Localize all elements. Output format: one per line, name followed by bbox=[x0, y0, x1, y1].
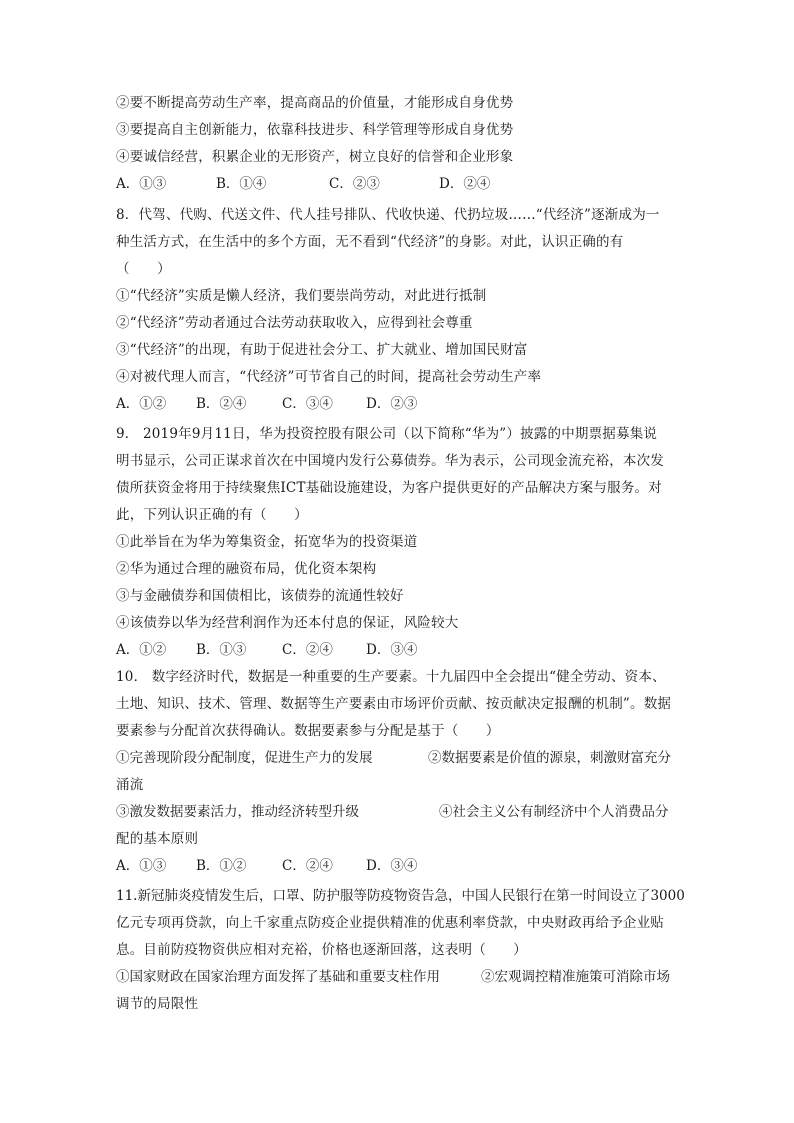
q9-stem-line-4: 此，下列认识正确的有（ ） bbox=[116, 507, 308, 523]
q8-statement-4: ④对被代理人而言，“代经济”可节省自己的时间，提高社会劳动生产率 bbox=[116, 369, 542, 385]
q9-options bbox=[116, 641, 686, 659]
q10-statements-row-2 bbox=[116, 803, 686, 821]
q8-statement-2: ②“代经济”劳动者通过合法劳动获取收入，应得到社会尊重 bbox=[116, 315, 473, 331]
q8-stem-line-2: 种生活方式，在生活中的多个方面，无不看到“代经济”的身影。对此，认识正确的有 bbox=[116, 234, 624, 250]
q8-option-c: C．③④ bbox=[282, 396, 333, 412]
q9-statement-2: ②华为通过合理的融资布局，优化资本架构 bbox=[116, 561, 377, 577]
q11-stem-line-2: 亿元专项再贷款，向上千家重点防疫企业提供精准的优惠利率贷款，中央财政再给予企业贴 bbox=[116, 915, 664, 931]
q9-statement-3: ③与金融债券和国债相比，该债券的流通性较好 bbox=[116, 588, 404, 604]
q11-statement-1: ①国家财政在国家治理方面发挥了基础和重要支柱作用 bbox=[116, 969, 440, 985]
q9-option-d: D．③④ bbox=[366, 642, 418, 658]
q7-option-b: B．①④ bbox=[216, 176, 267, 192]
q9-statement-4: ④该债券以华为经营利润作为还本付息的保证，风险较大 bbox=[116, 615, 459, 631]
q8-stem-line-1: 8．代驾、代购、代送文件、代人挂号排队、代收快递、代扔垃圾……“代经济”逐渐成为一 bbox=[116, 207, 660, 223]
q8-options bbox=[116, 395, 686, 413]
q11-statement-2: ②宏观调控精准施策可消除市场 bbox=[481, 969, 670, 985]
q9-statement-1: ①此举旨在为华为筹集资金，拓宽华为的投资渠道 bbox=[116, 534, 418, 550]
q10-stem-line-1: 10． 数字经济时代，数据是一种重要的生产要素。十九届四中全会提出“健全劳动、资本、 bbox=[116, 669, 666, 685]
q8-stem-line-3: （ ） bbox=[116, 261, 171, 277]
q7-option-c: C．②③ bbox=[329, 176, 380, 192]
q10-statement-3: ③激发数据要素活力，推动经济转型升级 bbox=[116, 804, 359, 820]
q10-stem-line-3: 要素参与分配首次获得确认。数据要素参与分配是基于（ ） bbox=[116, 723, 500, 739]
q9-option-b: B．①③ bbox=[196, 642, 247, 658]
q11-statement-2-cont: 调节的局限性 bbox=[116, 996, 199, 1012]
q9-stem-line-3: 债所获资金将用于持续聚焦ICT基础设施建设，为客户提供更好的产品解决方案与服务。对 bbox=[116, 480, 662, 496]
q9-option-a: A．①② bbox=[116, 642, 167, 658]
q10-stem-line-2: 土地、知识、技术、管理、数据等生产要素由市场评价贡献、按贡献决定报酬的机制”。数据 bbox=[116, 696, 672, 712]
q10-statement-4: ④社会主义公有制经济中个人消费品分 bbox=[439, 804, 669, 820]
q8-statement-3: ③“代经济”的出现，有助于促进社会分工、扩大就业、增加国民财富 bbox=[116, 342, 528, 358]
q10-options bbox=[116, 857, 686, 875]
q8-option-b: B．②④ bbox=[196, 396, 247, 412]
q9-stem-line-1: 9． 2019年9月11日，华为投资控股有限公司（以下简称“华为”）披露的中期票据募集说 bbox=[116, 426, 658, 442]
q11-statements-row-1 bbox=[116, 968, 686, 986]
q10-option-c: C．②④ bbox=[282, 858, 333, 874]
q8-statement-1: ①“代经济”实质是懒人经济，我们要崇尚劳动，对此进行抵制 bbox=[116, 288, 487, 304]
q10-statement-2-cont: 涌流 bbox=[116, 777, 144, 793]
q7-statement-3: ③要提高自主创新能力，依靠科技进步、科学管理等形成自身优势 bbox=[116, 122, 514, 138]
q9-option-c: C．②④ bbox=[282, 642, 333, 658]
q10-statement-4-cont: 配的基本原则 bbox=[116, 831, 199, 847]
q8-option-d: D．②③ bbox=[366, 396, 418, 412]
q11-stem-line-3: 息。目前防疫物资供应相对充裕，价格也逐渐回落，这表明（ ） bbox=[116, 942, 527, 958]
q7-option-a: A．①③ bbox=[116, 176, 167, 192]
q10-option-b: B．①② bbox=[196, 858, 247, 874]
q7-statement-2: ②要不断提高劳动生产率，提高商品的价值量，才能形成自身优势 bbox=[116, 95, 514, 111]
q7-options bbox=[116, 175, 686, 193]
q9-stem-line-2: 明书显示，公司正谋求首次在中国境内发行公募债券。华为表示，公司现金流充裕，本次发 bbox=[116, 453, 664, 469]
q10-statement-2: ②数据要素是价值的源泉，刺激财富充分 bbox=[428, 750, 671, 766]
q7-option-d: D．②④ bbox=[439, 176, 491, 192]
q10-option-d: D．③④ bbox=[366, 858, 418, 874]
q7-statement-4: ④要诚信经营，积累企业的无形资产，树立良好的信誉和企业形象 bbox=[116, 149, 514, 165]
q11-stem-line-1: 11.新冠肺炎疫情发生后，口罩、防护服等防疫物资告急，中国人民银行在第一时间设立了3000 bbox=[116, 888, 685, 904]
q10-statement-1: ①完善现阶段分配制度，促进生产力的发展 bbox=[116, 750, 373, 766]
q10-option-a: A．①③ bbox=[116, 858, 167, 874]
q8-option-a: A．①② bbox=[116, 396, 167, 412]
q10-statements-row-1 bbox=[116, 749, 686, 767]
